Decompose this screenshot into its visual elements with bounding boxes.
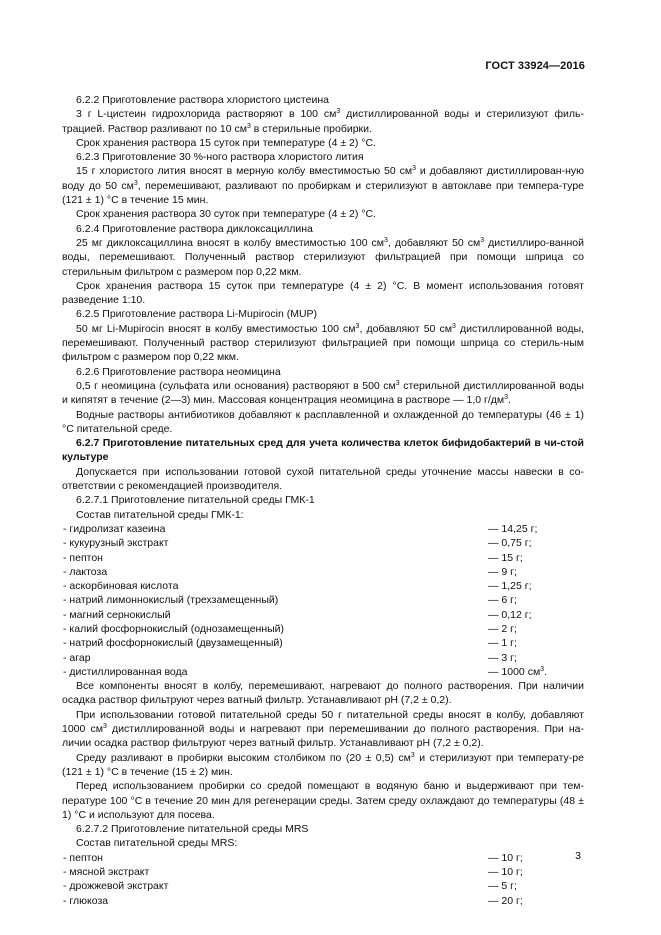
section-6-2-7-1-text-3: Среду разливают в пробирки высоким столбиком по (20 ± 0,5) $см^3$ и стерилизуют при температу-ре (121 ± 1) °С в течение (15 ± 2) мин. xyxy=(62,751,584,778)
list-item: - пептон — 10 г; xyxy=(62,851,584,865)
section-6-2-3-title: 6.2.3 Приготовление 30 %-ного раствора хлористого лития xyxy=(76,151,364,164)
section-6-2-5-text: 50 мг Li-Mupirocin вносят в колбу вместимостью 100 $см^3$, добавляют 50 $см^3$ дистиллированной воды, перемешивают. Полученный раствор стерилизуют фильтрацией при помощи шприца со стериль-ным фильтром с размером пор 0,22 мкм. xyxy=(62,322,585,364)
section-6-2-7-title: 6.2.7 Приготовление питательных сред для учета количества клеток бифидобактерий в чи-стой культуре xyxy=(62,437,584,464)
list-item: - натрий лимоннокислый (трехзамещенный) — 6 г; xyxy=(62,593,584,607)
list-item: - гидролизат казеина — 14,25 г; xyxy=(62,522,584,536)
section-6-2-4-text: 25 мг диклоксациллина вносят в колбу вместимостью 100 $см^3$, добавляют 50 $см^3$ дистиллиро-ванной воды, перемешивают. Полученный раствор стерилизуют фильтрацией при помощи шприца со стерильным фильтром с размером пор 0,22 мкм. xyxy=(62,236,584,278)
section-6-2-3-storage: Срок хранения раствора 30 суток при температуре (4 ± 2) °С. xyxy=(76,208,376,221)
list-item: - мясной экстракт — 10 г; xyxy=(62,865,584,879)
section-6-2-7-1-text-1: Все компоненты вносят в колбу, перемешивают, нагревают до полного растворения. При наличии осадка раствор фильтруют через ватный фильтр. Устанавливают pH (7,2 ± 0,2). xyxy=(62,680,584,707)
document-body xyxy=(62,93,584,908)
list-item: - пептон — 15 г; xyxy=(62,551,584,565)
list-item: - магний сернокислый — 0,12 г; xyxy=(62,608,584,622)
section-6-2-7-1-composition: Состав питательной среды ГМК-1: xyxy=(76,508,244,521)
section-6-2-7-1-text-2: При использовании готовой питательной среды 50 г питательной среды вносят в колбу, добавляют 1000 $см^3$ дистиллированной воды и нагревают при перемешивании до полного растворения. При на-личии осадка раствор фильтруют через ватный фильтр. Устанавливают pH (7,2 ± 0,2). xyxy=(62,708,584,750)
section-6-2-7-2-title: 6.2.7.2 Приготовление питательной среды MRS xyxy=(76,823,309,836)
list-item: - глюкоза — 20 г; xyxy=(62,894,584,908)
gmk1-ingredient-list xyxy=(62,522,584,679)
section-6-2-4-title: 6.2.4 Приготовление раствора диклоксациллина xyxy=(76,222,313,235)
page-number: 3 xyxy=(575,850,581,862)
section-6-2-6-text: 0,5 г неомицина (сульфата или основания) растворяют в 500 $см^3$ стерильной дистиллированной воды и кипятят в течение (2—3) мин. Массовая концентрация неомицина в растворе — 1,0 $г/дм^3$. xyxy=(62,379,584,407)
section-6-2-7-1-text-4: Перед использованием пробирки со средой помещают в водяную баню и выдерживают при тем-пературе 100 °С в течение 20 мин для регенерации среды. Затем среду охлаждают до температуры (48 ± 1) °С и используют для посева. xyxy=(62,780,584,821)
section-6-2-4-storage: Срок хранения раствора 15 суток при температуре (4 ± 2) °С. В момент использования готовят разведение 1:10. xyxy=(62,279,584,307)
section-6-2-7-1-title: 6.2.7.1 Приготовление питательной среды ГМК-1 xyxy=(76,494,315,507)
list-item: - лактоза — 9 г; xyxy=(62,565,584,579)
list-item: - кукурузный экстракт — 0,75 г; xyxy=(62,536,584,550)
list-item: - калий фосфорнокислый (однозамещенный) — 2 г; xyxy=(62,622,584,636)
section-6-2-2-text: 3 г L-цистеин гидрохлорида растворяют в 100 $см^3$ дистиллированной воды и стерилизуют филь-трацией. Раствор разливают по 10 $см^3$ в стерильные пробирки. xyxy=(62,108,584,135)
list-item: - аскорбиновая кислота — 1,25 г; xyxy=(62,579,584,593)
list-item: - дистиллированная вода — 1000 $см^3$. xyxy=(62,665,584,679)
list-item: - дрожжевой экстракт — 5 г; xyxy=(62,879,584,893)
section-6-2-2-storage: Срок хранения раствора 15 суток при температуре (4 ± 2) °С. xyxy=(76,136,376,149)
mrs-ingredient-list xyxy=(62,851,584,908)
section-6-2-6-title: 6.2.6 Приготовление раствора неомицина xyxy=(76,365,281,378)
list-item: - агар — 3 г; xyxy=(62,651,584,665)
section-6-2-7-2-composition: Состав питательной среды MRS: xyxy=(76,837,238,850)
document-header: ГОСТ 33924—2016 xyxy=(485,60,585,72)
section-6-2-3-text: 15 г хлористого лития вносят в мерную колбу вместимостью 50 $см^3$ и добавляют дистиллирован-ную воду до 50 $см^3$, перемешивают, разливают по пробиркам и стерилизуют в автоклаве при темпера-туре (121 ± 1) °С в течение 15 мин. xyxy=(62,165,584,207)
section-6-2-7-text: Допускается при использовании готовой сухой питательной среды уточнение массы навески в со-ответствии с рекомендацией производителя. xyxy=(62,465,584,493)
section-6-2-6-note: Водные растворы антибиотиков добавляют к расплавленной и охлажденной до температуры (46 ± 1) °С питательной среде. xyxy=(62,408,584,435)
list-item: - натрий фосфорнокислый (двузамещенный) — 1 г; xyxy=(62,636,584,650)
section-6-2-2-title: 6.2.2 Приготовление раствора хлористого цистеина xyxy=(76,94,329,106)
section-6-2-5-title: 6.2.5 Приготовление раствора Li-Mupirocin (MUP) xyxy=(76,308,318,321)
